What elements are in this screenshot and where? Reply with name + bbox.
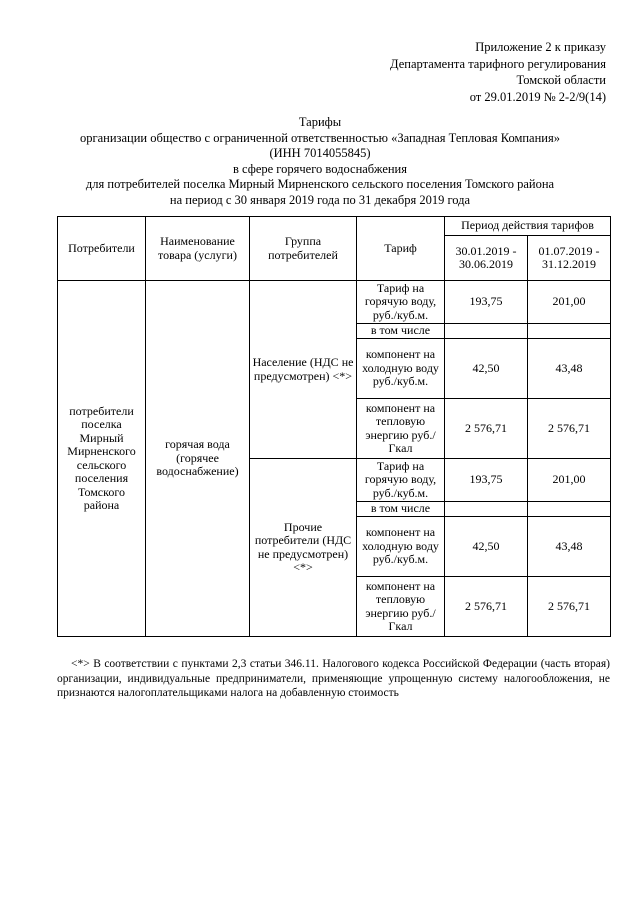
group-cell: Население (НДС не предусмотрен) <*>	[250, 281, 357, 459]
approval-block	[286, 39, 606, 105]
value-cell: 42,50	[445, 339, 528, 399]
value-cell: 2 576,71	[528, 399, 611, 459]
document-title	[40, 115, 600, 208]
title-line: для потребителей поселка Мирный Мирненского сельского поселения Томского района	[85, 177, 555, 191]
header-period-2: 01.07.2019 - 31.12.2019	[528, 236, 611, 281]
approval-line: Приложение 2 к приказу	[475, 40, 606, 54]
header-group: Группа потребителей	[250, 217, 357, 281]
tariff-cell: компонент на тепловую энергию руб./Гкал	[357, 577, 445, 637]
tariff-cell: в том числе	[357, 324, 445, 339]
table-header-row	[58, 217, 611, 236]
value-cell: 2 576,71	[445, 399, 528, 459]
title-line: организации общество с ограниченной ответственностью «Западная Тепловая Компания»	[80, 130, 560, 145]
tariff-cell: в том числе	[357, 502, 445, 517]
value-cell: 42,50	[445, 517, 528, 577]
product-cell: горячая вода (горячее водоснабжение)	[146, 281, 250, 637]
header-product: Наименование товара (услуги)	[146, 217, 250, 281]
value-cell: 2 576,71	[445, 577, 528, 637]
header-consumers: Потребители	[58, 217, 146, 281]
title-line: на период с 30 января 2019 года по 31 декабря 2019 года	[169, 192, 471, 207]
tariff-cell: компонент на холодную воду руб./куб.м.	[357, 517, 445, 577]
group-cell: Прочие потребители (НДС не предусмотрен) <*>	[250, 459, 357, 637]
approval-line: от 29.01.2019 № 2-2/9(14)	[469, 89, 606, 104]
tariff-cell: Тариф на горячую воду, руб./куб.м.	[357, 281, 445, 324]
value-cell	[445, 502, 528, 517]
value-cell: 201,00	[528, 459, 611, 502]
value-cell	[445, 324, 528, 339]
title-line: в сфере горячего водоснабжения	[233, 161, 407, 176]
tariff-cell: компонент на холодную воду руб./куб.м.	[357, 339, 445, 399]
footnote: <*> В соответствии с пунктами 2,3 статьи 346.11. Налогового кодекса Российской Федерации (часть вторая) организации, индивидуальные предприниматели, применяющие упрощенную систему налогообложения, не признаются налогоплательщиками налога на добавленную стоимость	[57, 658, 610, 699]
value-cell: 2 576,71	[528, 577, 611, 637]
value-cell: 193,75	[445, 281, 528, 324]
value-cell: 193,75	[445, 459, 528, 502]
approval-line: Департамента тарифного регулирования	[390, 56, 606, 71]
header-period: Период действия тарифов	[445, 217, 611, 236]
tariff-cell: Тариф на горячую воду, руб./куб.м.	[357, 459, 445, 502]
approval-line: Томской области	[516, 73, 606, 87]
table-row	[58, 281, 611, 324]
consumer-cell: потребители поселка Мирный Мирненского сельского поселения Томского района	[58, 281, 146, 637]
value-cell: 43,48	[528, 339, 611, 399]
value-cell	[528, 502, 611, 517]
header-period-1: 30.01.2019 - 30.06.2019	[445, 236, 528, 281]
title-line: Тарифы	[298, 115, 342, 129]
value-cell: 43,48	[528, 517, 611, 577]
value-cell	[528, 324, 611, 339]
tariff-table	[57, 216, 611, 637]
tariff-cell: компонент на тепловую энергию руб./Гкал	[357, 399, 445, 459]
value-cell: 201,00	[528, 281, 611, 324]
title-line: (ИНН 7014055845)	[269, 146, 371, 160]
header-tariff: Тариф	[357, 217, 445, 281]
